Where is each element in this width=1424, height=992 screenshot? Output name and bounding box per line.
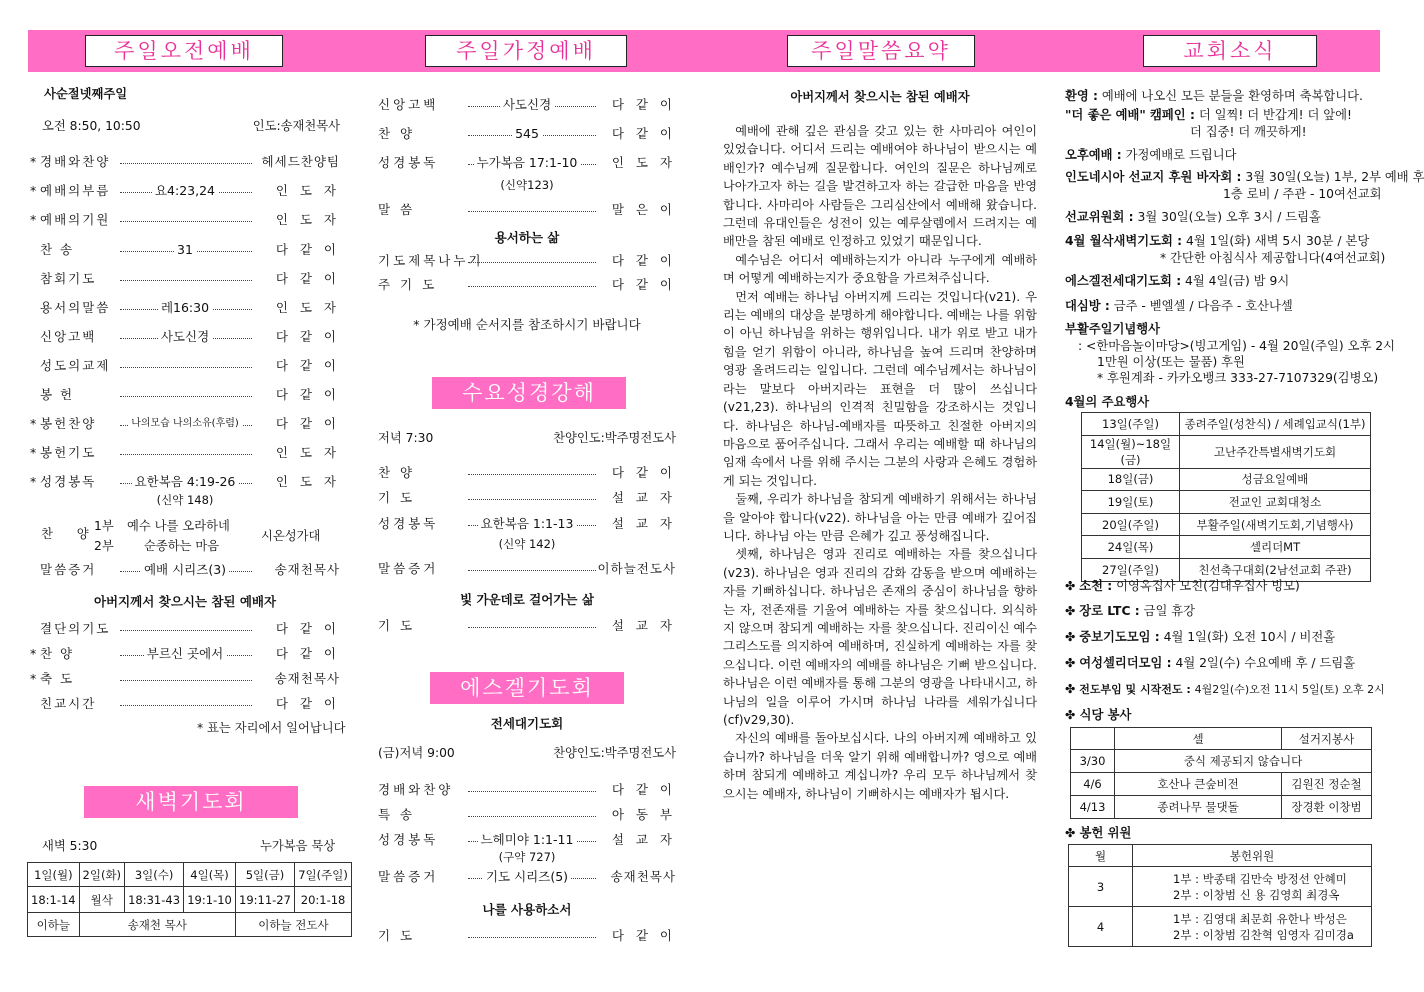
easter-text-3: * 후원계좌 - 카카오뱅크 333-27-7107329(김병오)	[1097, 371, 1379, 385]
wed-reading-sub: (신약 142)	[498, 537, 556, 551]
notice-label: 전도부임 및 시작전도 :	[1079, 683, 1191, 696]
order-name: 예배의기원	[40, 212, 111, 227]
order-who: 송재천목사	[610, 869, 676, 884]
order-who: 다 같 이	[611, 126, 676, 141]
dawn-day: 1일(월)	[28, 863, 80, 887]
event-date: 14일(월)~18일(금)	[1082, 435, 1180, 468]
event-name: 종려주일(성찬식) / 세례입교식(1부)	[1180, 413, 1371, 436]
order-row	[30, 473, 340, 491]
order-name: 용서의말씀	[40, 300, 111, 315]
meal-cell: 호산나 큰숲비전	[1115, 773, 1282, 796]
dot-leader	[468, 781, 596, 792]
order-who: 설 교 자	[611, 490, 676, 505]
dot-leader	[468, 276, 596, 287]
order-name: 찬 양	[378, 126, 416, 141]
event-name: 부활주일(새벽기도회,기념행사)	[1180, 513, 1371, 536]
notice-item	[1065, 681, 1385, 698]
dawn-book: 누가복음 묵상	[260, 839, 336, 853]
order-row	[30, 182, 340, 200]
order-row	[378, 96, 676, 114]
order-row	[30, 241, 340, 259]
home-topic: 용서하는 삶	[494, 230, 560, 245]
order-who: 다 같 이	[275, 329, 340, 344]
order-who: 인 도 자	[611, 155, 676, 170]
dot-leader	[120, 357, 252, 368]
order-name: 찬 양	[40, 646, 75, 661]
dawn-time: 새벽 5:30	[42, 839, 98, 853]
welcome-label: 환영 :	[1065, 89, 1098, 103]
event-name: 고난주간특별새벽기도회	[1180, 435, 1371, 468]
table-header-row	[1069, 845, 1372, 867]
order-row	[30, 357, 340, 375]
order-name: 봉헌찬양	[40, 416, 97, 431]
meal-head-cell: 셀	[1115, 728, 1282, 750]
clover-icon: ✤	[1065, 682, 1080, 696]
order-row	[378, 154, 676, 172]
order-name: 기 도	[378, 928, 416, 943]
season-title: 사순절넷째주일	[44, 87, 128, 101]
order-who: 다 같 이	[275, 646, 340, 661]
dawn-passage: 19:1-10	[184, 887, 236, 913]
order-detail: 부르신 곳에서	[144, 645, 226, 663]
order-who: 다 같 이	[275, 358, 340, 373]
table-row	[1069, 907, 1372, 947]
dawnpray-text-2: * 간단한 아침식사 제공합니다(4여선교회)	[1160, 251, 1386, 265]
welcome-text: 예배에 나오신 모든 분들을 환영하며 축복합니다.	[1101, 89, 1363, 103]
offer-line: 2부 : 이창범 신 용 김영희 최경옥	[1173, 887, 1340, 902]
notice-label: 장로 LTC :	[1079, 604, 1140, 618]
table-row	[1082, 536, 1371, 559]
easter-label: 부활주일기념행사	[1065, 322, 1161, 336]
order-who: 인 도 자	[275, 212, 340, 227]
dot-leader	[120, 211, 252, 222]
star-mark: *	[30, 646, 37, 661]
bazaar-text: 3월 30일(오늘) 1부, 2부 예배 후	[1245, 170, 1424, 184]
wed-topic: 빛 가운데로 걸어가는 삶	[460, 592, 594, 607]
order-row	[378, 464, 676, 482]
order-who: 다 같 이	[611, 253, 676, 268]
order-detail: 요한복음 4:19-26	[132, 473, 239, 491]
meal-label: 식당 봉사	[1079, 708, 1132, 722]
dawn-passage: 18:31-43	[124, 887, 183, 913]
order-name: 봉헌기도	[40, 445, 97, 460]
order-name: 말 씀	[378, 202, 416, 217]
event-date: 27일(주일)	[1082, 558, 1180, 581]
meal-date: 3/30	[1071, 750, 1115, 773]
ezekiel-leader: 찬양인도:박주명전도사	[553, 746, 676, 760]
clover-icon: ✤	[1065, 630, 1080, 644]
notice-item	[1065, 629, 1335, 645]
dawn-day: 2일(화)	[79, 863, 124, 887]
wed-leader: 찬양인도:박주명전도사	[553, 431, 676, 445]
order-who: 다 같 이	[611, 928, 676, 943]
dot-leader	[468, 252, 596, 263]
offer-month: 3	[1069, 867, 1133, 907]
order-name: 찬 양	[378, 465, 416, 480]
order-name: 성경봉독	[378, 516, 439, 531]
order-who: 다 같 이	[275, 271, 340, 286]
order-row	[30, 415, 340, 433]
choir-who: 시온성가대	[261, 529, 321, 543]
order-who: 다 같 이	[275, 387, 340, 402]
event-date: 20일(주일)	[1082, 513, 1180, 536]
order-who: 다 같 이	[275, 696, 340, 711]
dot-leader	[120, 620, 252, 631]
stand-note: * 표는 자리에서 일어납니다	[197, 721, 346, 735]
order-detail: 레16:30	[158, 299, 212, 317]
home-note: * 가정예배 순서지를 참조하시기 바랍니다	[413, 317, 641, 332]
order-row	[30, 670, 340, 688]
summary-paragraph: 셋째, 하나님은 영과 진리로 예배하는 자를 찾으십니다(v23). 하나님은 영과 진리의 감화 감동을 받으며 예배하는 자를 기뻐하십니다. 하나님은 존재의 중심이 하나님을 향하는 자, 전존재를 기울여 예배하는 자를 찾으십니다. 외식하지 않으며 참되게 예배하는 자를 찾으십니다. 진리이신 예수 그리스도를 의지하여 예배하며, 진실하게 예배하는 자를 찾으십니다. 이런 예배자의 예배를 하나님은 기뻐 받으십니다. 하나님은 이런 예배자를 통해 그분의 영광을 나타내시고, 하나님의 일을 이루어 가시며 하나님 나라를 세워가십니다(cf)v29,30).	[723, 547, 1037, 727]
dawn-leader-cell: 송재천 목사	[79, 913, 235, 937]
order-detail: 나의모습 나의소유(후렴)	[128, 415, 242, 433]
order-row	[378, 489, 676, 507]
wed-header: 수요성경강해	[432, 377, 626, 409]
order-who: 다 같 이	[611, 782, 676, 797]
notice-item	[1065, 578, 1300, 594]
order-row	[378, 868, 676, 886]
order-detail: 545	[512, 125, 542, 143]
choir-label: 찬 양	[41, 527, 99, 541]
bazaar-text-2: 1층 로비 / 주관 - 10여선교회	[1223, 187, 1382, 201]
order-detail: 사도신경	[500, 96, 554, 114]
order-who: 다 같 이	[275, 621, 340, 636]
order-row	[378, 276, 676, 294]
order-name: 찬 송	[40, 242, 75, 257]
order-row	[378, 806, 676, 824]
star-mark: *	[30, 212, 37, 227]
april-label: 4월의 주요행사	[1065, 395, 1150, 409]
offer-members	[1133, 867, 1372, 907]
ezekiel-time: (금)저녁 9:00	[378, 746, 455, 760]
bazaar-label: 인도네시아 선교지 후원 바자회 :	[1065, 170, 1242, 184]
event-name: 전교인 교회대청소	[1180, 491, 1371, 514]
dot-leader	[120, 695, 252, 706]
summary-title: 아버지께서 찾으시는 참된 예배자	[790, 90, 970, 104]
order-name: 성경봉독	[40, 474, 97, 489]
order-name: 경배와찬양	[40, 154, 111, 169]
order-who: 송재천목사	[274, 562, 340, 577]
afternoon-label: 오후예배 :	[1065, 148, 1122, 162]
table-row	[1082, 513, 1371, 536]
dot-leader	[120, 670, 252, 681]
table-row	[1082, 468, 1371, 491]
event-name: 친선축구대회(2남선교회 주관)	[1180, 558, 1371, 581]
dot-leader	[468, 464, 596, 475]
morning-worship-column	[30, 80, 346, 760]
table-header-row	[1071, 728, 1372, 750]
order-who: 다 같 이	[611, 465, 676, 480]
easter-text-2: 1만원 이상(또는 물품) 후원	[1097, 355, 1245, 369]
dot-leader	[468, 560, 596, 571]
order-detail: 누가복음 17:1-10	[474, 154, 581, 172]
event-name: 셀리더MT	[1180, 536, 1371, 559]
dot-leader	[468, 806, 596, 817]
table-row	[1082, 435, 1371, 468]
ezekiel-header: 에스겔기도회	[430, 672, 624, 704]
dawnpray-text: 4월 1일(화) 새벽 5시 30분 / 본당	[1186, 234, 1370, 248]
sermon-title: 아버지께서 찾으시는 참된 예배자	[93, 594, 277, 609]
order-row	[30, 620, 340, 638]
order-detail: 요4:23,24	[152, 182, 218, 200]
choir-song2: 순종하는 마음	[144, 539, 220, 553]
order-who: 말 은 이	[611, 202, 676, 217]
meal-table	[1070, 727, 1372, 819]
clover-icon: ✤	[1065, 604, 1080, 618]
order-row	[378, 560, 676, 578]
meal-dish-cell: 장경환 이창범	[1282, 796, 1372, 819]
order-name: 봉 헌	[40, 387, 75, 402]
notice-item	[1065, 603, 1195, 619]
dot-leader	[120, 153, 252, 164]
order-row	[378, 515, 676, 533]
order-name: 참회기도	[40, 271, 97, 286]
dawn-day: 3일(수)	[124, 863, 183, 887]
clover-icon: ✤	[1065, 708, 1080, 722]
campaign-text: 더 일찍! 더 반갑게! 더 앞에!	[1198, 108, 1352, 122]
service-leader: 인도:송재천목사	[252, 119, 340, 133]
dot-leader	[468, 927, 596, 938]
dawn-passage: 20:1-18	[295, 887, 352, 913]
star-mark: *	[30, 183, 37, 198]
star-mark: *	[30, 416, 37, 431]
meal-date: 4/6	[1071, 773, 1115, 796]
order-who: 다 같 이	[275, 242, 340, 257]
clover-icon: ✤	[1065, 579, 1080, 593]
notice-label: 여성셀리더모임 :	[1079, 656, 1172, 670]
order-name: 성경봉독	[378, 832, 439, 847]
summary-body	[723, 122, 1037, 803]
afternoon-text: 가정예배로 드립니다	[1125, 148, 1237, 162]
star-mark: *	[30, 445, 37, 460]
order-who: 인 도 자	[275, 300, 340, 315]
dawn-passage: 18:1-14	[28, 887, 80, 913]
order-who: 인 도 자	[275, 474, 340, 489]
order-who: 인 도 자	[275, 183, 340, 198]
summary-paragraph: 예배에 관해 깊은 관심을 갖고 있는 한 사마리아 여인이 있었습니다. 어디서 드리는 예배여야 하나님이 받으시는 예배인가? 예수님께 질문합니다. 여인의 질문은 하나님께로 나아가고자 하는 길을 발견하고자 하는 갈급한 마음을 반영합니다. 사마리아 사람들은 그리심산에서 예배해 왔습니다. 그런데 유대인들은 성전이 있는 예루살렘에서 드려지는 예배만을 참된 예배로 인정하고 있었기 때문입니다.	[723, 124, 1037, 249]
order-row	[30, 561, 340, 579]
order-detail: 기도 시리즈(5)	[483, 868, 571, 886]
notice-text: 금일 휴강	[1143, 604, 1196, 618]
order-name: 성경봉독	[378, 155, 439, 170]
summary-paragraph: 먼저 예배는 하나님 아버지께 드리는 것입니다(v21). 우리는 예배의 대상을 분명하게 해야합니다. 예배는 나를 위함이 아닌 하나님을 위하는 행위입니다. 내가 위로 받고 내가 힘을 얻기 위함이 아니라, 하나님을 높여 드리며 찬양하며 영광 올려드리는 일입니다. 그런데 예수님께서는 하나님이라는 말보다 아버지라는 표현을 더 많이 쓰십니다(v21,23). 하나님의 인격적 친밀함을 강조하시는 것입니다. 하나님은 하나님-예배자를 따뜻하고 친절한 아버지의 마음으로 품어주십니다. 그래서 우리는 예배할 때 하나님의 임재 속에서 나를 위해 주시는 그분의 사랑과 은혜도 경험하게 되는 것입니다.	[723, 289, 1037, 488]
mission-label: 선교위원회 :	[1065, 210, 1134, 224]
order-row	[378, 617, 676, 635]
order-who: 다 같 이	[275, 416, 340, 431]
table-row	[1069, 867, 1372, 907]
meal-date: 4/13	[1071, 796, 1115, 819]
dot-leader	[468, 489, 596, 500]
table-row	[1071, 750, 1372, 773]
order-name: 예배의부름	[40, 183, 111, 198]
order-detail: 사도신경	[158, 328, 212, 346]
dawn-day: 4일(목)	[184, 863, 236, 887]
ezekiel-reading-sub: (구약 727)	[498, 850, 556, 864]
event-date: 19일(토)	[1082, 491, 1180, 514]
campaign-label: "더 좋은 예배" 캠페인 :	[1065, 108, 1195, 122]
offer-line: 1부 : 박종태 김만숙 방정선 안혜미	[1173, 871, 1347, 886]
order-detail: 예배 시리즈(3)	[141, 561, 229, 579]
summary-paragraph: 둘째, 우리가 하나님을 참되게 예배하기 위해서는 하나님을 알아야 합니다(v22). 하나님을 아는 만큼 예배가 깊어집니다. 하나님 아는 만큼 은혜가 깊고 풍성해집니다.	[723, 492, 1037, 543]
order-row	[378, 125, 676, 143]
offer-line: 2부 : 이창범 김찬혁 임영자 김미경a	[1173, 927, 1354, 942]
order-detail: 요한복음 1:1-13	[478, 515, 577, 533]
order-row	[378, 927, 676, 945]
campaign-text-2: 더 집중! 더 깨끗하게!	[1190, 125, 1307, 139]
order-row	[30, 645, 340, 663]
notice-item	[1065, 655, 1355, 671]
notice-text: 4월 2일(수) 수요예배 후 / 드림홀	[1175, 656, 1356, 670]
dawnpray-label: 4월 월삭새벽기도회 :	[1065, 234, 1183, 248]
order-name: 말씀증거	[378, 869, 439, 884]
order-row	[378, 252, 676, 270]
order-who: 이하늘전도사	[597, 561, 676, 576]
wed-time: 저녁 7:30	[378, 431, 434, 445]
summary-paragraph: 예수님은 어디서 예배하는지가 아니라 누구에게 예배하며 어떻게 예배하는지가 중요함을 가르쳐주십니다.	[723, 252, 1037, 286]
order-name: 결단의기도	[40, 621, 111, 636]
dawn-passage: 19:11-27	[235, 887, 294, 913]
order-name: 친교시간	[40, 696, 97, 711]
meal-head-cell: 설거지봉사	[1282, 728, 1372, 750]
event-date: 18일(금)	[1082, 468, 1180, 491]
order-name: 성도의교제	[40, 358, 111, 373]
order-who: 설 교 자	[611, 618, 676, 633]
dot-leader	[120, 444, 252, 455]
meal-cell: 중식 제공되지 않습니다	[1115, 750, 1372, 773]
dawn-table	[27, 862, 352, 937]
offer-head-cell: 월	[1069, 845, 1133, 867]
dawn-leader-cell: 이하늘 전도사	[235, 913, 351, 937]
empty-cell	[1071, 728, 1115, 750]
order-who: 인 도 자	[275, 445, 340, 460]
event-date: 13일(주일)	[1082, 413, 1180, 436]
home-worship-column	[378, 80, 676, 960]
visit-text: 금주 - 벧엘셀 / 다음주 - 호산나셀	[1113, 299, 1293, 313]
offer-line: 1부 : 김영대 최문희 유한나 박성은	[1173, 911, 1347, 926]
order-detail: 느헤미야 1:1-11	[478, 831, 577, 849]
meal-cell: 종려나무 물댓돌	[1115, 796, 1282, 819]
order-who: 아 동 부	[611, 807, 676, 822]
star-mark: *	[30, 154, 37, 169]
order-row	[378, 781, 676, 799]
dawn-prayer-header: 새벽기도회	[84, 786, 298, 818]
home-reading-sub: (신약123)	[500, 178, 554, 192]
order-who: 설 교 자	[611, 516, 676, 531]
header-morning-worship: 주일오전예배	[85, 35, 283, 67]
choir-part2: 2부	[94, 539, 114, 553]
order-who: 설 교 자	[611, 832, 676, 847]
table-row	[1082, 413, 1371, 436]
ezekiel-news-text: 4월 4일(금) 밤 9시	[1185, 274, 1290, 288]
reading-sub: (신약 148)	[156, 493, 214, 507]
service-time: 오전 8:50, 10:50	[42, 119, 141, 133]
star-mark: *	[30, 474, 37, 489]
april-events-table	[1081, 412, 1371, 582]
table-row	[1071, 773, 1372, 796]
header-church-news: 교회소식	[1143, 35, 1317, 67]
visit-label: 대심방 :	[1065, 299, 1110, 313]
order-row	[30, 299, 340, 317]
offer-table	[1068, 844, 1372, 947]
order-name: 축 도	[40, 671, 75, 686]
notice-text: 4월 1일(화) 오전 10시 / 비전홀	[1163, 630, 1336, 644]
dawn-passage: 월삭	[79, 887, 124, 913]
easter-text-1: : <한마음놀이마당>(빙고게임) - 4월 20일(주일) 오후 2시	[1078, 339, 1395, 353]
dawn-day: 7일(주일)	[295, 863, 352, 887]
order-row	[378, 201, 676, 219]
notice-label: 소천 :	[1079, 579, 1113, 593]
order-name: 경배와찬양	[378, 782, 454, 797]
ezekiel-topic: 나를 사용하소서	[482, 902, 572, 917]
dot-leader	[468, 617, 596, 628]
clover-icon: ✤	[1065, 826, 1080, 840]
order-detail: 31	[174, 241, 196, 259]
ezekiel-news-label: 에스겔전세대기도회 :	[1065, 274, 1182, 288]
offer-members	[1133, 907, 1372, 947]
meal-dish-cell: 김원진 정순철	[1282, 773, 1372, 796]
choir-part1: 1부	[94, 519, 114, 533]
order-row	[30, 444, 340, 462]
offer-label: 봉헌 위원	[1079, 826, 1132, 840]
order-name: 특 송	[378, 807, 416, 822]
dot-leader	[120, 270, 252, 281]
dot-leader	[120, 386, 252, 397]
ezekiel-sub: 전세대기도회	[490, 716, 564, 731]
order-row	[378, 831, 676, 849]
table-row	[1082, 491, 1371, 514]
notice-text: 이영옥집사 모친(김대우집사 빙모)	[1116, 579, 1300, 593]
clover-icon: ✤	[1065, 656, 1080, 670]
order-who: 다 같 이	[611, 277, 676, 292]
order-name: 말씀증거	[378, 561, 439, 576]
offer-head-cell: 봉헌위원	[1133, 845, 1372, 867]
order-row	[30, 153, 340, 171]
order-row	[30, 270, 340, 288]
notice-text: 4월2일(수)오전 11시 5일(토) 오후 2시	[1194, 683, 1385, 696]
dot-leader	[468, 201, 596, 212]
order-name: 신앙고백	[378, 97, 439, 112]
dawn-leader-cell: 이하늘	[28, 913, 80, 937]
order-name: 말씀증거	[40, 562, 97, 577]
event-name: 성금요일예배	[1180, 468, 1371, 491]
order-who: 헤세드찬양팀	[261, 154, 340, 169]
header-sermon-summary: 주일말씀요약	[787, 35, 975, 67]
order-row	[30, 386, 340, 404]
dawn-day: 5일(금)	[235, 863, 294, 887]
order-name: 기 도	[378, 490, 416, 505]
order-row	[30, 328, 340, 346]
notice-label: 중보기도모임 :	[1079, 630, 1160, 644]
order-row	[30, 695, 340, 713]
mission-text: 3월 30일(오늘) 오후 3시 / 드림홀	[1137, 210, 1321, 224]
order-name: 신앙고백	[40, 329, 97, 344]
offer-month: 4	[1069, 907, 1133, 947]
order-name: 주 기 도	[378, 277, 438, 292]
star-mark: *	[30, 671, 37, 686]
header-home-worship: 주일가정예배	[425, 35, 627, 67]
order-name: 기도제목나누기	[378, 253, 484, 268]
order-who: 다 같 이	[611, 97, 676, 112]
order-row	[30, 211, 340, 229]
choir-song1: 예수 나를 오라하네	[127, 519, 230, 533]
event-date: 24일(목)	[1082, 536, 1180, 559]
order-name: 기 도	[378, 618, 416, 633]
table-row	[1071, 796, 1372, 819]
order-who: 송재천목사	[274, 671, 340, 686]
summary-paragraph: 자신의 예배를 돌아보십시다. 나의 아버지께 예배하고 있습니까? 하나님을 더욱 알기 위해 예배합니까? 영으로 예배하며 참되게 예배하고 계십니까? 우리 모두 하나님께서 찾으시는 예배자, 하나님이 기뻐하시는 예배자가 됩시다.	[723, 731, 1037, 801]
